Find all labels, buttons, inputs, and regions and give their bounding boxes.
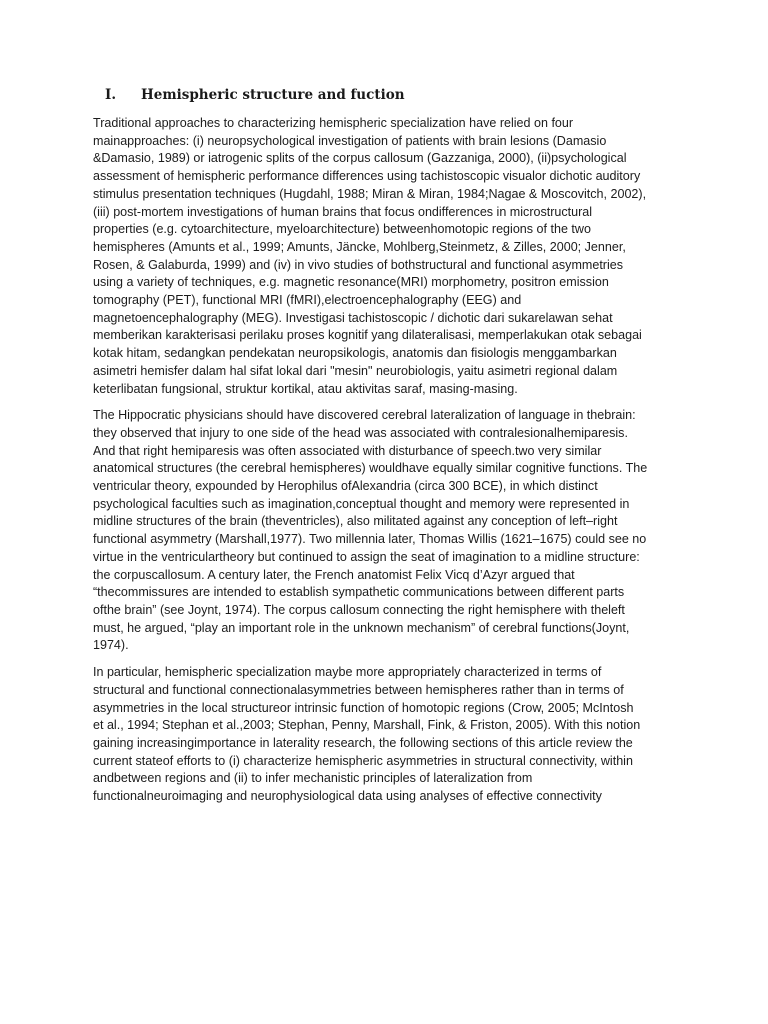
text-line: asimetri hemisfer dalam hal sifat lokal dari "mesin" neurobiologis, yaitu asimetri regional dalam <box>93 363 618 378</box>
section-number: I. <box>105 87 117 103</box>
text-line: they observed that injury to one side of the head was associated with contralesionalhemiparesis. <box>93 425 628 440</box>
text-line: properties (e.g. cytoarchitecture, myeloarchitecture) betweenhomotopic regions of the two <box>93 222 591 237</box>
text-line: mainapproaches: (i) neuropsychological investigation of patients with brain lesions (Damasio <box>93 133 607 148</box>
section-heading <box>105 87 405 103</box>
text-line: And that right hemiparesis was often associated with disturbance of speech.two very similar <box>93 443 602 458</box>
text-line: &Damasio, 1989) or iatrogenic splits of the corpus callosum (Gazzaniga, 2000), (ii)psychological <box>93 151 627 166</box>
text-line: (iii) post-mortem investigations of human brains that focus ondifferences in microstructural <box>93 204 593 219</box>
text-line: The Hippocratic physicians should have discovered cerebral lateralization of language in thebrain: <box>93 408 636 423</box>
text-line: assessment of hemispheric performance differences using tachistoscopic visualor dichotic auditory <box>93 169 641 184</box>
document-body <box>93 115 683 815</box>
text-line: stimulus presentation techniques (Hugdahl, 1988; Miran & Miran, 1984;Nagae & Moscovitch, 2002), <box>93 186 647 201</box>
paragraph <box>93 115 683 398</box>
text-line: asymmetries in the local structureor intrinsic function of homotopic regions (Crow, 2005; McIntosh <box>93 700 634 715</box>
text-line: hemispheres (Amunts et al., 1999; Amunts, Jäncke, Mohlberg,Steinmetz, & Zilles, 2000; Jenner, <box>93 239 626 254</box>
text-line: functionalneuroimaging and neurophysiological data using analyses of effective connectivity <box>93 789 602 804</box>
text-line: tomography (PET), functional MRI (fMRI),electroencephalography (EEG) and <box>93 293 522 308</box>
text-line: anatomical structures (the cerebral hemispheres) wouldhave equally similar cognitive functions. The <box>93 461 648 476</box>
text-line: structural and functional connectionalasymmetries between hemispheres rather than in terms of <box>93 682 624 697</box>
text-line: current stateof efforts to (i) characterize hemispheric asymmetries in structural connectivity, within <box>93 753 633 768</box>
paragraph <box>93 664 683 806</box>
text-line: kotak hitam, sedangkan pendekatan neuropsikologis, anatomis dan fisiologis menggambarkan <box>93 346 617 361</box>
text-line: midline structures of the brain (theventricles), also militated against any conception of left–right <box>93 514 618 529</box>
text-line: memberikan karakterisasi perilaku proses kognitif yang dilateralisasi, memperlakukan otak sebagai <box>93 328 642 343</box>
text-line: virtue in the ventriculartheory but continued to assign the seat of imagination to a midline structure: <box>93 549 640 564</box>
text-line: Rosen, & Galaburda, 1999) and (iv) in vivo studies of bothstructural and functional asymmetries <box>93 257 624 272</box>
text-line: ofthe brain” (see Joynt, 1974). The corpus callosum connecting the right hemisphere with theleft <box>93 602 625 617</box>
text-line: “thecommissures are intended to establish sympathetic communications between different parts <box>93 585 625 600</box>
text-line: keterlibatan fungsional, struktur kortikal, atau aktivitas saraf, masing-masing. <box>93 381 518 396</box>
text-line: must, he argued, “play an important role in the unknown mechanism” of cerebral functions(Joynt, <box>93 620 630 635</box>
text-line: functional asymmetry (Marshall,1977). Two millennia later, Thomas Willis (1621–1675) could see no <box>93 532 647 547</box>
section-title: Hemispheric structure and fuction <box>141 87 405 103</box>
text-line: magnetoencephalography (MEG). Investigasi tachistoscopic / dichotic dari sukarelawan sehat <box>93 310 613 325</box>
text-line: using a variety of techniques, e.g. magnetic resonance(MRI) morphometry, positron emission <box>93 275 609 290</box>
paragraph <box>93 407 683 655</box>
text-line: andbetween regions and (ii) to infer mechanistic principles of lateralization from <box>93 771 533 786</box>
text-line: the corpuscallosum. A century later, the French anatomist Felix Vicq d’Azyr argued that <box>93 567 575 582</box>
text-line: et al., 1994; Stephan et al.,2003; Stephan, Penny, Marshall, Fink, & Friston, 2005). With this notion <box>93 718 641 733</box>
text-line: Traditional approaches to characterizing hemispheric specialization have relied on four <box>93 116 574 130</box>
text-line: gaining increasingimportance in laterality research, the following sections of this article review the <box>93 735 633 750</box>
text-line: In particular, hemispheric specialization maybe more appropriately characterized in terms of <box>93 665 602 680</box>
text-line: 1974). <box>93 638 129 653</box>
text-line: ventricular theory, expounded by Herophilus ofAlexandria (circa 300 BCE), in which distinct <box>93 479 598 494</box>
text-line: psychological faculties such as imagination,conceptual thought and memory were represented in <box>93 496 630 511</box>
